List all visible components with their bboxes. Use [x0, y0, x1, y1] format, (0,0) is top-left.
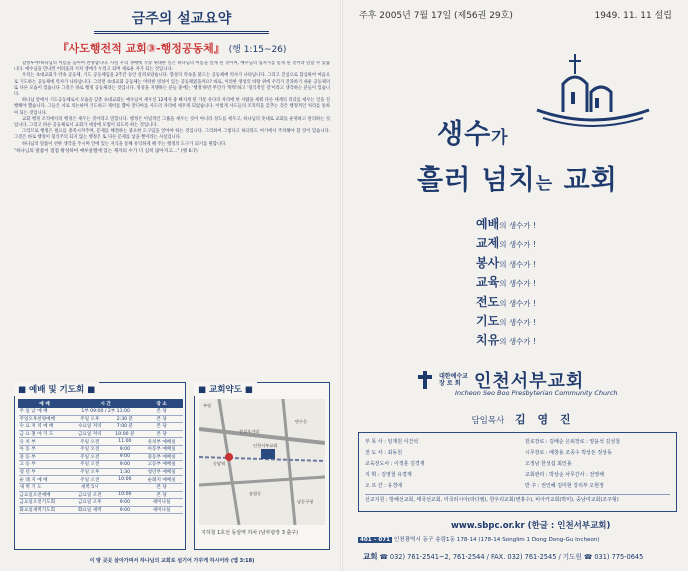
worship-cell: 수요일 저녁: [71, 423, 109, 431]
staff-right: 교회관리 : 박상순 사무간사 : 전영해: [525, 472, 604, 478]
worship-cell: 주일 오후: [71, 415, 109, 423]
cross-emblem-icon: [417, 371, 433, 389]
worship-title: ■ 예배 및 기도회 ■: [14, 382, 99, 396]
website: [451, 519, 610, 531]
worship-rows: [19, 408, 183, 514]
worship-cell: 고등부 예배실: [141, 461, 183, 469]
worship-cell: 9:00: [109, 445, 141, 453]
life-suffix: 의 생수가 !: [499, 317, 536, 327]
slogan-line-1: [437, 112, 509, 151]
missions-support: 선교지원 : 방해선교회, 태국선교회, 미국러시아(라다엠), 한우리교회(변홍수), 비아카교회(박미), 중남미교회(조주형): [365, 494, 670, 506]
worship-row: [19, 438, 183, 446]
life-item: [476, 273, 536, 292]
worship-cell: 금요일 오전: [71, 491, 109, 499]
worship-cell: 주일 오후: [71, 468, 109, 476]
denomination-line: 대한예수교: [439, 373, 468, 380]
worship-row: [19, 445, 183, 453]
worship-cell: 주일 오전: [71, 461, 109, 469]
map-label: 만수동: [295, 419, 308, 424]
life-suffix: 의 생수가 !: [499, 221, 536, 230]
worship-cell: 7:00 분: [109, 423, 141, 431]
life-item: [476, 215, 536, 234]
worship-cell: 청 년 부: [19, 468, 71, 476]
summary-title: 금주의 설교요약: [94, 6, 269, 34]
life-word: 전도: [476, 294, 500, 309]
pastor-label: 담임목사: [471, 416, 505, 426]
life-item: [476, 234, 536, 253]
worship-row: [19, 453, 183, 461]
worship-cell: 새벽 5시: [71, 483, 109, 491]
pastor-name: 김 영 진: [515, 413, 575, 426]
denomination: [439, 373, 468, 387]
life-word: 예배: [476, 217, 500, 231]
life-item: [476, 331, 536, 350]
worship-cell: [109, 483, 141, 491]
life-suffix: 의 생수가 !: [499, 298, 536, 308]
map-title: ■ 교회약도 ■: [194, 382, 257, 396]
worship-row: [19, 415, 183, 423]
slogan-big: 생수: [437, 119, 492, 150]
worship-row: [19, 408, 183, 416]
life-word: 교제: [476, 236, 500, 251]
worship-cell: 9:00: [109, 453, 141, 461]
life-word: 교육: [476, 275, 500, 290]
sermon-paragraph: 하나님 앞에서 기도공동체로서 모습을 갖춘 초대교회는 예수님이 세우신 12제자 중 빠지게 된 가룟 유다의 자리에 한 사람을 세워 다른 세계의 리더를 세우는 일을 진행해야 했습니다. 그들은 서로 의논하며 기도하고 제비를 뽑아 맛디아를 사도의 자리에 세우게 되었습니다. 이렇게 사도들의 조직력을 갖추는 것은 행정적인 처리를 통하여 되는 것입니다.: [14, 98, 330, 116]
worship-cell: 본 당: [141, 430, 183, 438]
sermon-paragraph: 하나님의 말씀이 선한 생각을 주시며 안에 있는 지식을 통해 유익하게 해 주는 행정의 도구가 되기를 원합니다.: [22, 141, 227, 147]
header-place: 장 소: [141, 400, 183, 408]
map-label: 송림동: [249, 491, 262, 496]
tel-label: 교회: [363, 552, 378, 561]
senior-pastor: [423, 411, 623, 427]
life-word: 봉사: [476, 255, 500, 270]
map-label: 남동구청: [297, 499, 314, 504]
life-word: 기도: [476, 313, 500, 328]
worship-cell: 주일 오전: [71, 476, 109, 484]
worship-cell: 화요일새벽기도회: [19, 506, 71, 514]
life-item: [476, 293, 536, 312]
slogan-line-2: [417, 158, 618, 197]
life-suffix: 의 생수가 !: [499, 240, 536, 250]
telephone: [363, 551, 643, 562]
address-text: 인천광역시 동구 송림1동 178-14 (178-14 Songlim 1 Dong Dong-Gu Incheon): [393, 537, 600, 543]
staff-right: 시무장로 : 배창용 조종수 박상돈 정상동: [525, 450, 612, 456]
staff-left: 지 휘 : 김영철 유경재: [365, 472, 412, 478]
worship-row: [19, 430, 183, 438]
closing-verse: "하나님의 말씀이 점점 왕성하여 예루살렘에 있는 제자의 수가 더 심히 많아지고…" (행 6:7): [14, 148, 198, 154]
staff-list: [358, 432, 677, 512]
sermon-body: [14, 61, 330, 353]
address: [358, 535, 600, 543]
date-line: [353, 8, 678, 21]
staff-left: 전 도 사 : 최동원: [365, 450, 403, 456]
worship-row: [19, 506, 183, 514]
church-logo-icon: [533, 52, 653, 132]
worship-row: [19, 499, 183, 507]
worship-cell: 중 등 부: [19, 453, 71, 461]
worship-cell: 주일 오전: [71, 453, 109, 461]
sermon-paragraph: 교회 행정 조직에서의 행정은 세우는 것이라고 말합니다. 행정은 이념적인 그룹을 세우는 것이 아니라 성도를 세우고, 하나님의 뜻대로 교회를 운영하고 관리하는 것입니다. 그리고 바른 공동체로서 교회가 세상에 모범이 되도록 하는 것입니다.: [14, 116, 330, 129]
worship-cell: 아 동 부: [19, 445, 71, 453]
slogan-part-a: 흘러 넘치: [417, 165, 536, 196]
sermon-title-text: 『사도행전적 교회③-행정공동체』: [57, 42, 225, 55]
map-label: 동암역: [213, 461, 226, 466]
staff-right: 오정남 한성섭 최인용: [525, 461, 572, 467]
life-water-list: [476, 215, 536, 351]
slogan-small: 가: [491, 128, 509, 148]
worship-cell: 유 치 부: [19, 438, 71, 446]
tel-text: ☎ 032) 761-2541~2, 761-2544 / FAX. 032) 761-2545 / 기도원 ☎ 031) 775-0645: [379, 553, 644, 561]
worship-cell: 세미나실: [141, 506, 183, 514]
staff-left: 오 르 간 : 유경애: [365, 483, 403, 489]
worship-cell: 주일 오전: [71, 445, 109, 453]
bottom-verse: 이 땅 곳곳 살아가며서 하나님의 교회로 섬기어 가꾸게 하시어라 (엡 3:18): [89, 558, 255, 564]
header-service: 예 배: [19, 400, 71, 408]
worship-cell: 금요일오전기도회: [19, 499, 71, 507]
worship-cell: 주 일 낮 예 배: [19, 408, 71, 416]
sermon-paragraph: 그리므로 행정은 필요를 충족시켜주며, 문제를 해결하는 중요한 도구임을 알아야 하는 것입니다. 그리하여 그렇다고 하더라도 여기에서 주의해야 할 것이 있습니다. 그것은 바로 행정이 형식주의 되지 않는 행정은 또 다른 문제를 낳을 뿐이라는 사실입니다.: [14, 129, 330, 141]
worship-cell: 1:30: [109, 468, 141, 476]
worship-cell: 9:00: [109, 461, 141, 469]
worship-header-row: [19, 400, 183, 408]
worship-cell: 10:00: [109, 491, 141, 499]
bulletin-date: 주후 2005년 7월 17일 (제56권 29호): [359, 11, 513, 21]
worship-cell: 2:30 분: [109, 415, 141, 423]
staff-right: 원로장로 : 김배순 은퇴장로 : 양윤석 김성철: [525, 439, 621, 445]
life-suffix: 의 생수가 !: [499, 337, 536, 347]
worship-cell: 순 례 지 예 배: [19, 476, 71, 484]
staff-row: [365, 448, 670, 459]
staff-left: 부 목 사 : 임재원 이건석: [365, 439, 419, 445]
sermon-verse: (행 1:15~26): [228, 45, 287, 55]
worship-cell: 금요일 저녁: [71, 430, 109, 438]
life-word: 치유: [476, 333, 500, 348]
map-label: 간석오거리: [239, 429, 260, 434]
staff-rows: [365, 437, 670, 492]
worship-cell: 11:00: [109, 438, 141, 446]
worship-cell: 중등부 예배실: [141, 453, 183, 461]
worship-cell: 주일오후찬양예배: [19, 415, 71, 423]
worship-cell: 순례지 예배실: [141, 476, 183, 484]
worship-cell: 새 벽 기 도: [19, 483, 71, 491]
worship-cell: 금 요 철 야 기 도: [19, 430, 71, 438]
worship-cell: 세미나실: [141, 499, 183, 507]
worship-row: [19, 468, 183, 476]
sermon-paragraph: 우리는 초대교회가 약속 공동체, 기도 공동체임을 2주간 동안 살펴보았습니다. 향상의 약속을 붙드는 공동체에 역사가 나타납니다. 그리고 진심으로 합심하여 마음으로 기도하는 공동체에 역사가 나타납니다. 그러면 초대교회 공동체는 어떠한 영성이 있는 공동체였을까요? 바로, 이러한 영성의 바탕 위에 우리가 간과하기 쉬운 공동체의 또 다른 모습이 있습니다 그것은 바로 행정 공동체라는 것입니다. 영성을 지탱하는 분들 중에는 '행정'하면 무언가 '딱딱'하고 '형식적인 것'이라고 생각하는 분들이 있습니다.: [14, 73, 330, 98]
worship-cell: 금요일오전예배: [19, 491, 71, 499]
sermon-paragraph: 할렐루야!하나님의 이름을 높이며 찬양합니다. 사실 우리 생애에 가장 위대한 일은 하나님의 이름을 알게 된 것이며, 예수님의 십자가를 믿게 된 것이라 말할 수 있습니다. 예수님을 만나면 어려움과 지치 생애가 누리고 되며 새로운 자가 되는 것입니다.: [14, 61, 330, 73]
map-caption: 지하철 1호선 동암역 하차 (남부광장 3 출구): [201, 530, 299, 536]
header-time: 시 간: [71, 400, 141, 408]
map-label: 부평: [203, 403, 212, 408]
map-area: [199, 399, 325, 525]
worship-cell: 10:00 분: [109, 430, 141, 438]
worship-cell: 유치부 예배실: [141, 438, 183, 446]
worship-cell: 9:00: [109, 506, 141, 514]
slogan-part-c: 교회: [563, 165, 618, 196]
info-boxes: [14, 382, 330, 554]
worship-cell: 본 당: [141, 415, 183, 423]
worship-cell: 고 등 부: [19, 461, 71, 469]
worship-cell: 화요일 새벽: [71, 506, 109, 514]
staff-row: [365, 459, 670, 470]
worship-cell: 본 당: [141, 483, 183, 491]
life-suffix: 의 생수가 !: [499, 259, 536, 269]
staff-left: 교육전도사 : 이정훈 김경재: [365, 461, 425, 467]
worship-cell: 주일 오전: [71, 438, 109, 446]
staff-row: [365, 437, 670, 448]
website-note: (한글 : 인천서부교회): [527, 521, 611, 531]
worship-cell: 본 당: [141, 408, 183, 416]
worship-cell: 금요일 오후: [71, 499, 109, 507]
worship-cell: 본 당: [141, 423, 183, 431]
worship-cell: 수 요 저 녁 예 배: [19, 423, 71, 431]
life-item: [476, 254, 536, 273]
worship-cell: 10:00: [109, 476, 141, 484]
church-map: [194, 382, 330, 550]
founded-date: 1949. 11. 11 설립: [594, 11, 672, 21]
slogan-part-b: 는: [535, 174, 554, 194]
worship-cell: 본 당: [141, 491, 183, 499]
staff-right: 반 주 : 권인혜 김미현 강리부 오현정: [525, 483, 604, 489]
map-label: 인천서부교회: [253, 443, 278, 448]
worship-row: [19, 461, 183, 469]
website-link[interactable]: www.sbpc.or.kr: [451, 521, 525, 531]
worship-row: [19, 483, 183, 491]
sermon-title: [14, 40, 330, 56]
life-suffix: 의 생수가 !: [499, 279, 536, 289]
staff-row: [365, 470, 670, 481]
worship-cell: 청년부 예배실: [141, 468, 183, 476]
worship-row: [19, 423, 183, 431]
worship-cell: 9:00: [109, 499, 141, 507]
church-name: 인천서부교회: [473, 371, 585, 392]
staff-row: [365, 481, 670, 492]
cover-page: [343, 0, 688, 571]
worship-table: [18, 399, 183, 514]
church-name-english: Incheon Seo Boo Presbyterian Community Church: [455, 389, 618, 397]
worship-cell: 1부 09:00 / 2부 11:00: [71, 408, 141, 416]
worship-row: [19, 491, 183, 499]
worship-cell: 아동부 예배실: [141, 445, 183, 453]
life-item: [476, 312, 536, 331]
worship-row: [19, 476, 183, 484]
worship-schedule: [14, 382, 186, 550]
denomination-line: 장 로 회: [439, 380, 461, 387]
zip-code: 401 – 071: [360, 537, 391, 543]
